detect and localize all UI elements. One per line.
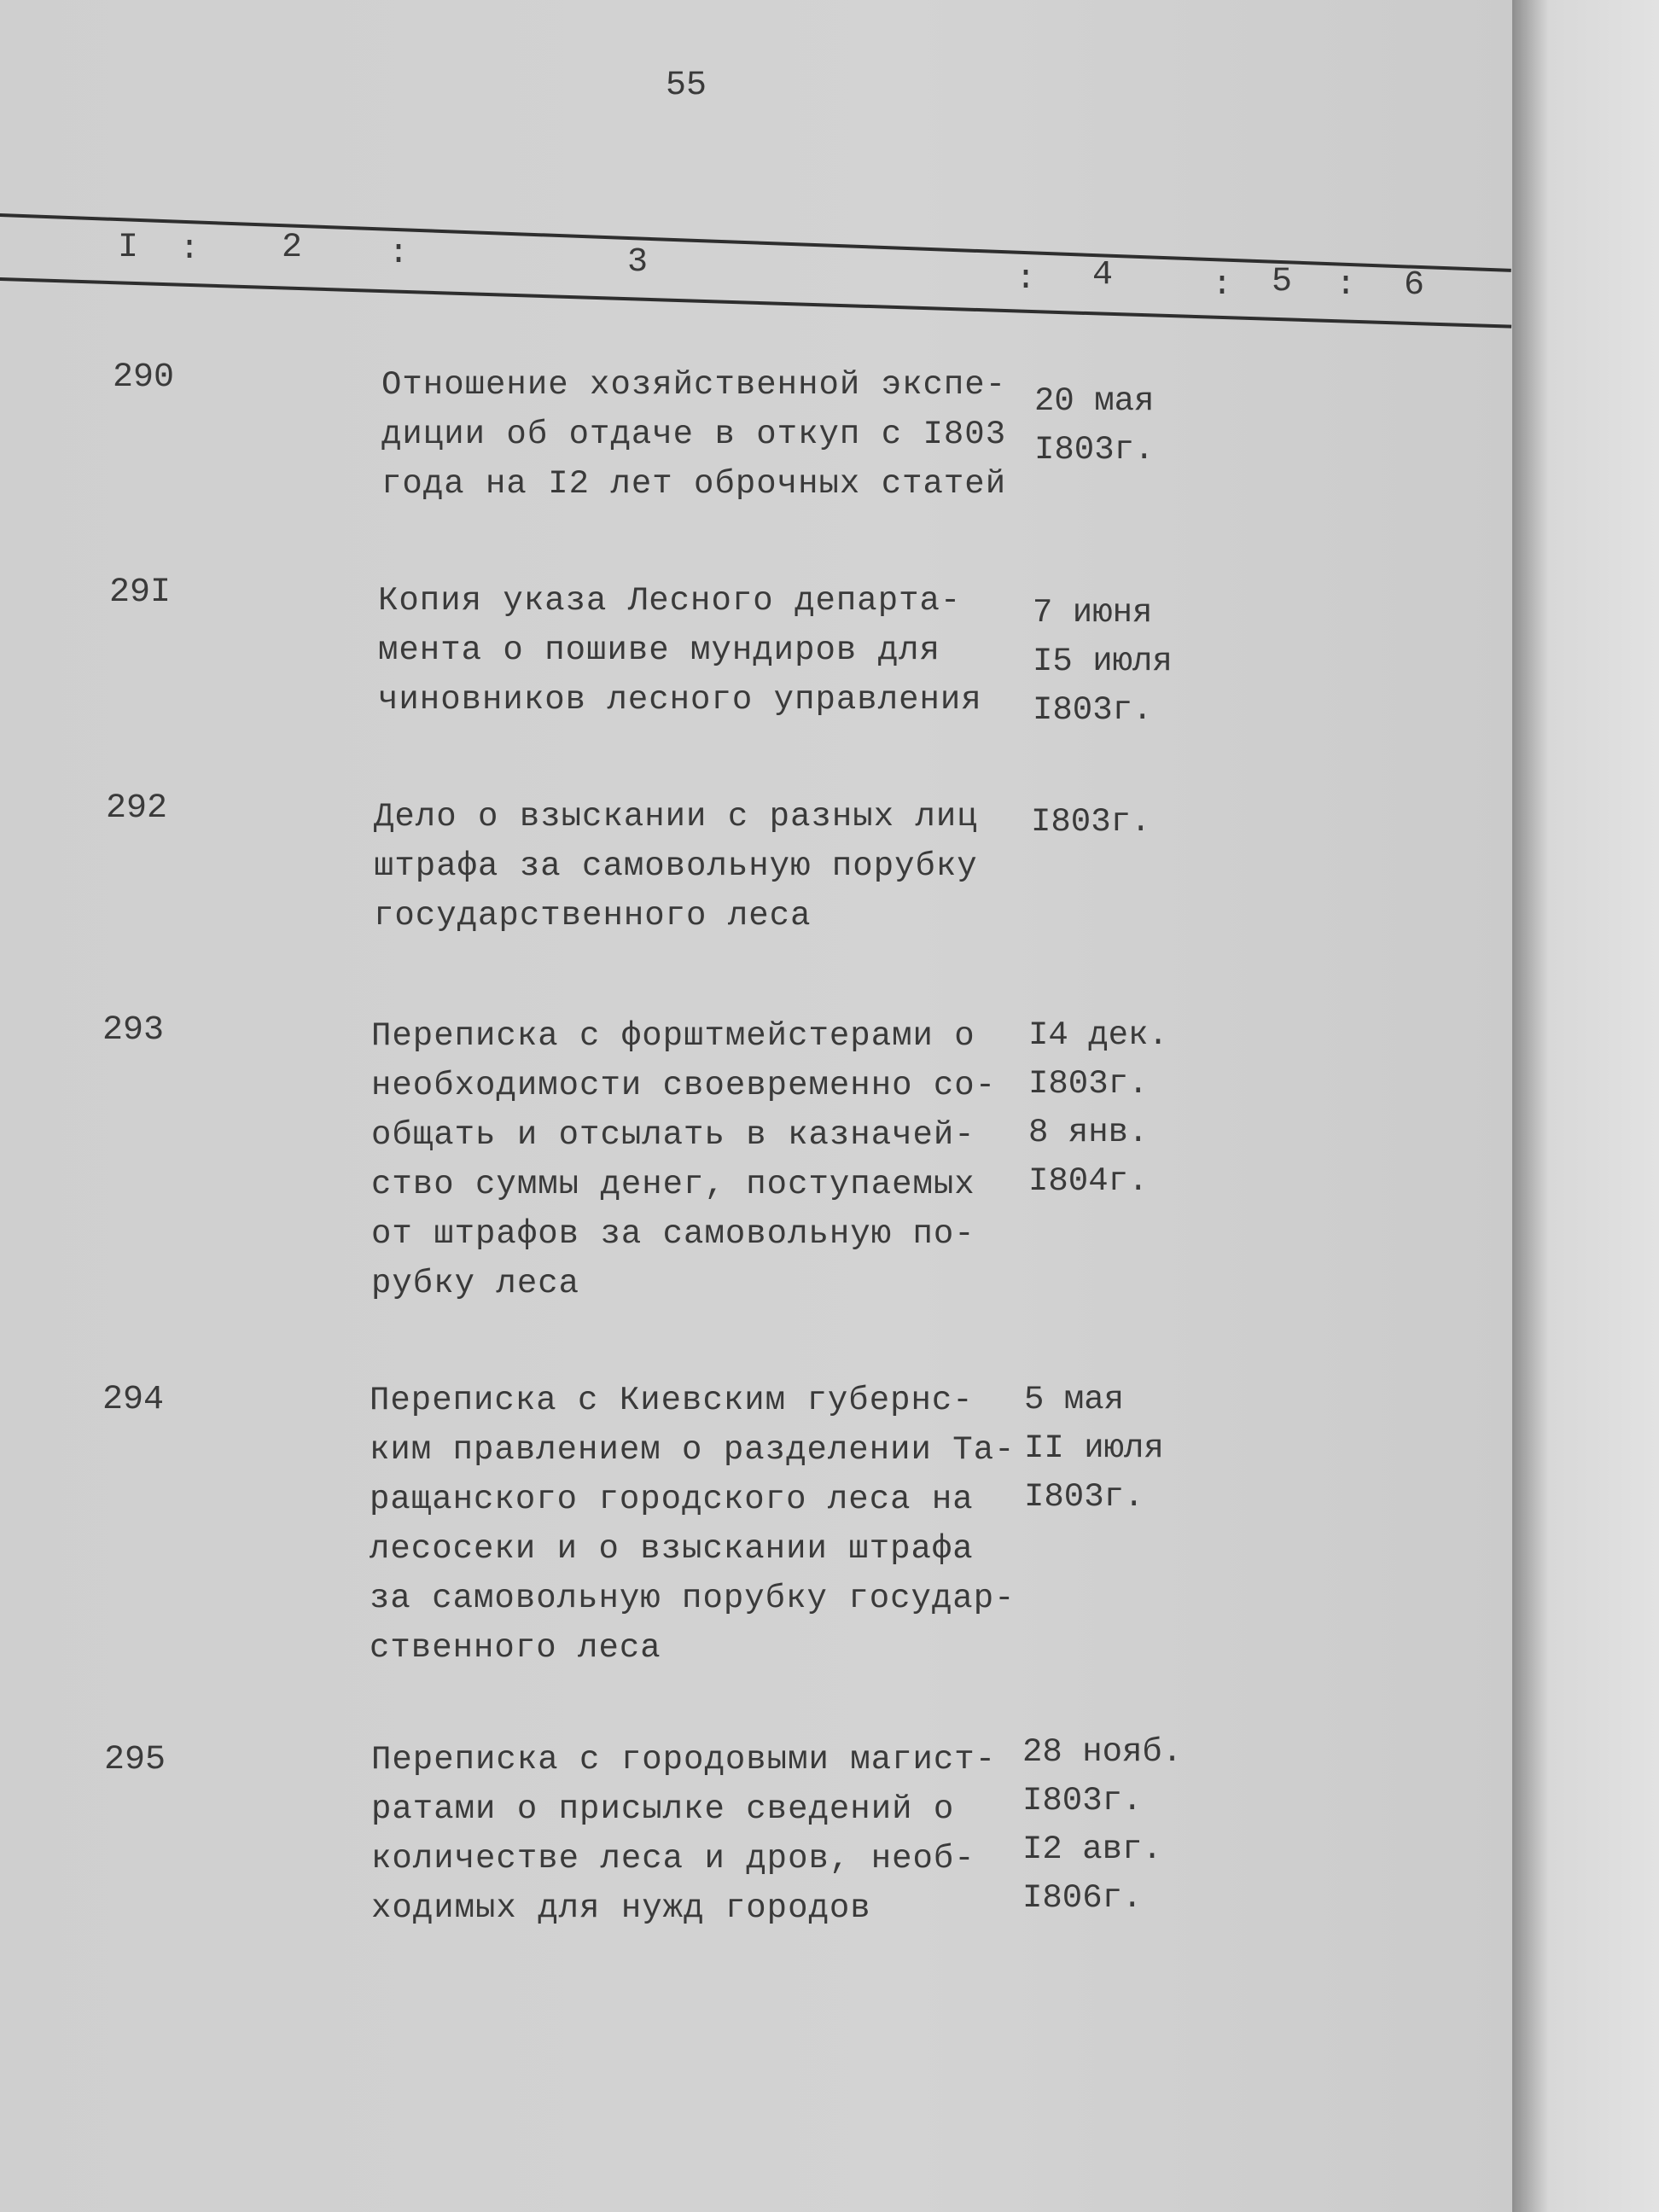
underlying-page-edge [1512,0,1659,2212]
column-header-6: 6 [1404,266,1425,305]
record-number: 294 [102,1381,165,1419]
record-description: Переписка с форштмейстерами о необходимости своевременно со- общать и отсылать в казначей- ство суммы денег, поступаемых от штрафов за самовольную по- рубку леса [371,1017,997,1302]
column-separator: : [1212,266,1233,305]
record-number: 290 [113,358,175,397]
page-number: 55 [666,67,707,105]
column-separator: : [388,235,410,273]
record-date: 20 мая I803г. [1034,382,1155,469]
record-date: 28 нояб. I803г. I2 авг. I806г. [1022,1733,1183,1917]
column-separator: : [1336,266,1357,305]
record-number: 29I [109,573,172,612]
record-date: 5 мая II июля I803г. [1024,1381,1164,1516]
column-header-5: 5 [1272,263,1293,301]
record-date: I4 дек. I803г. 8 янв. I804г. [1028,1016,1168,1200]
column-separator: : [179,230,201,269]
record-number: 293 [102,1011,165,1050]
column-header-4: 4 [1092,256,1114,294]
record-description: Переписка с Киевским губернс- ким правлением о разделении Та- ращанского городского леса на лесосеки и о взыскании штрафа за самовольную порубку государ- ственного леса [370,1382,1016,1667]
record-description: Переписка с городовыми магист- ратами о присылке сведений о количестве леса и дров, необ- ходимых для нужд городов [371,1741,997,1927]
record-description: Копия указа Лесного департа- мента о пошиве мундиров для чиновников лесного управления [378,582,982,719]
record-number: 292 [106,789,168,828]
record-number: 295 [104,1741,166,1779]
column-header-3: 3 [627,243,649,282]
column-separator: : [1016,260,1037,299]
record-description: Дело о взыскании с разных лиц штрафа за самовольную порубку государственного леса [374,798,978,934]
record-date: I803г. [1031,803,1151,841]
column-header-1: I [118,229,139,267]
record-date: 7 июня I5 июля I803г. [1033,594,1173,729]
column-header-2: 2 [282,229,303,267]
record-description: Отношение хозяйственной экспе- диции об отдаче в откуп с I803 года на I2 лет оброчных статей [381,366,1007,503]
